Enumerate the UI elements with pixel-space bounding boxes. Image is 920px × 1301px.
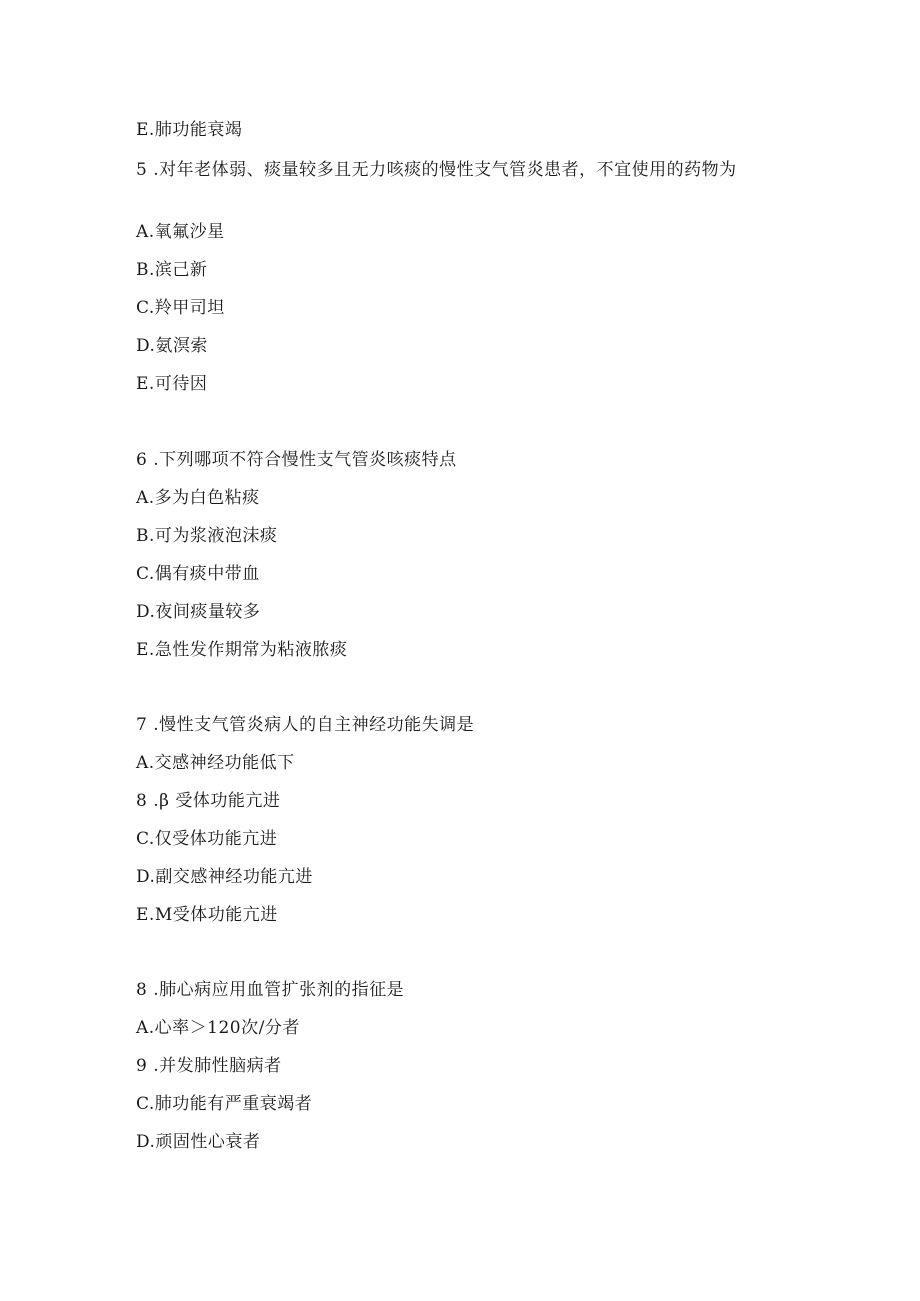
q7-option-c: C.仅受体功能亢进 xyxy=(136,829,278,849)
q6-option-d: D.夜间痰量较多 xyxy=(136,602,261,622)
q5-option-c: C.羚甲司坦 xyxy=(136,298,225,318)
q6-option-b: B.可为浆液泡沫痰 xyxy=(136,526,278,546)
q7-option-e: E.M受体功能亢进 xyxy=(136,905,278,925)
q4-option-e: E.肺功能衰竭 xyxy=(136,120,243,140)
question-6: 6 .下列哪项不符合慢性支气管炎咳痰特点 xyxy=(136,450,457,470)
question-7: 7 .慢性支气管炎病人的自主神经功能失调是 xyxy=(136,715,475,735)
question-8: 8 .肺心病应用血管扩张剂的指征是 xyxy=(136,980,405,1000)
q5-option-e: E.可待因 xyxy=(136,374,208,394)
q8-option-b: 9 .并发肺性脑病者 xyxy=(136,1056,282,1076)
q8-option-a: A.心率＞120次/分者 xyxy=(136,1018,300,1038)
question-5: 5 .对年老体弱、痰量较多且无力咳痰的慢性支气管炎患者，不宜使用的药物为 xyxy=(136,160,737,180)
q7-option-a: A.交感神经功能低下 xyxy=(136,753,295,773)
q5-option-d: D.氨溟索 xyxy=(136,336,208,356)
q6-option-c: C.偶有痰中带血 xyxy=(136,564,260,584)
q6-option-a: A.多为白色粘痰 xyxy=(136,488,260,508)
q8-option-d: D.顽固性心衰者 xyxy=(136,1132,261,1152)
q8-option-c: C.肺功能有严重衰竭者 xyxy=(136,1094,313,1114)
q7-option-d: D.副交感神经功能亢进 xyxy=(136,867,313,887)
q6-option-e: E.急性发作期常为粘液脓痰 xyxy=(136,640,348,660)
q7-option-b: 8 .β 受体功能亢进 xyxy=(136,791,281,811)
q5-option-b: B.滨己新 xyxy=(136,260,208,280)
q5-option-a: A.氧氟沙星 xyxy=(136,222,225,242)
